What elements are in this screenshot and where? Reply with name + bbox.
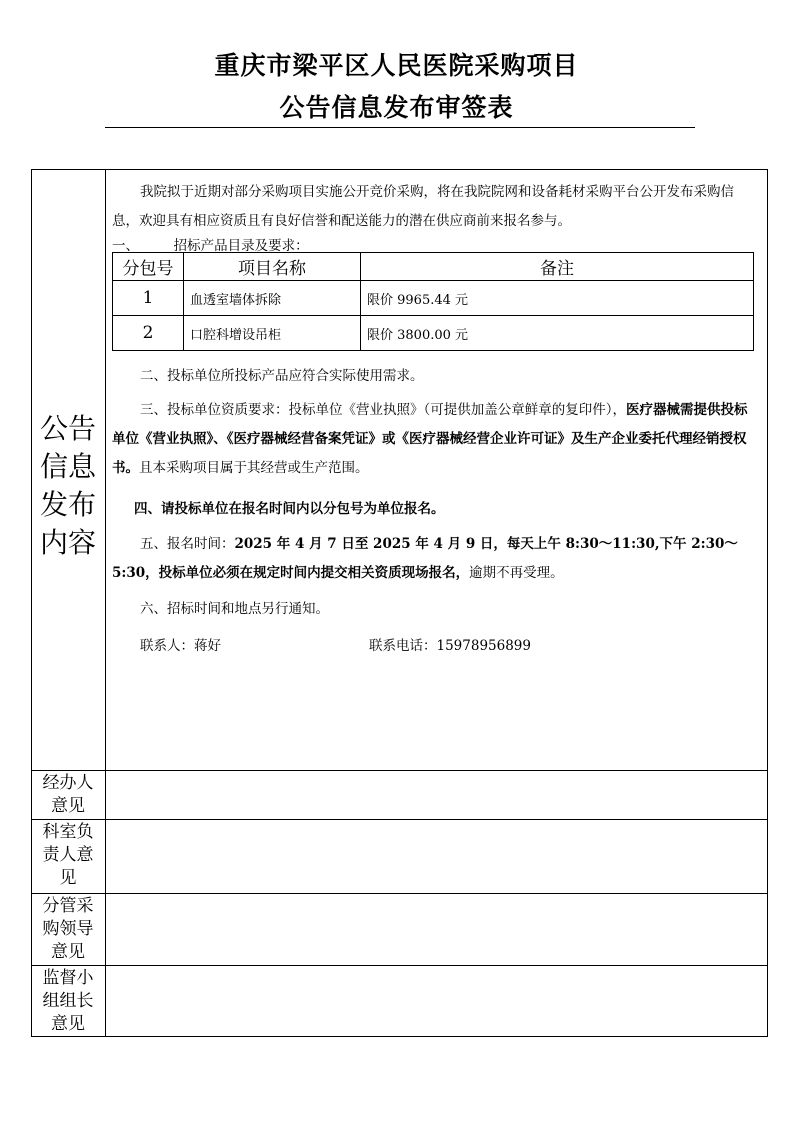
label-supervision-leader-opinion: 监督小 组组长 意见: [42, 968, 94, 1034]
items-table: [112, 252, 754, 351]
item3-paragraph: 三、投标单位资质要求：投标单位《营业执照》（可提供加盖公章鲜章的复印件），医疗器械需提供投标单位《营业执照》、《医疗器械经营备案凭证》或《医疗器械经营企业许可证》及生产企业委托代理经销授权书。且本采购项目属于其经营或生产范围。: [112, 402, 748, 476]
row-divider-2: [31, 819, 768, 820]
label-department-head-opinion: 科室负 责人意 见: [42, 822, 94, 888]
item1-heading: 一、 招标产品目录及要求：: [112, 238, 309, 254]
item4-paragraph: 四、请投标单位在报名时间内以分包号为单位报名。: [134, 501, 445, 517]
header-remark: 备注: [361, 253, 754, 281]
table-header-row: [113, 253, 754, 281]
contact-phone: 联系电话：15978956899: [369, 638, 531, 654]
item5-paragraph: 五、报名时间：2025 年 4 月 7 日至 2025 年 4 月 9 日，每天上午 8:30～11:30,下午 2:30～5:30，投标单位必须在规定时间内提交相关资质现场报名，逾期不再受理。: [112, 536, 738, 581]
table-row: 2 口腔科增设吊柜 限价 3800.00 元: [113, 316, 754, 351]
item6-paragraph: 六、招标时间和地点另行通知。: [140, 601, 329, 617]
contact-person: 联系人：蒋好: [140, 638, 221, 654]
header-package: 分包号: [113, 253, 184, 281]
label-procurement-leader-opinion: 分管采 购领导 意见: [42, 896, 94, 962]
column-divider: [105, 169, 106, 1037]
label-handler-opinion: 经办人 意见: [42, 773, 94, 816]
title-underline: [105, 127, 695, 128]
row-divider-3: [31, 893, 768, 894]
section-label-announcement: 公告 信息 发布 内容: [39, 412, 96, 559]
document-title-line2: 公告信息发布审签表: [279, 93, 514, 122]
row-divider-4: [31, 965, 768, 966]
header-project-name: 项目名称: [184, 253, 361, 281]
table-row: 1 血透室墙体拆除 限价 9965.44 元: [113, 281, 754, 316]
intro-paragraph: 我院拟于近期对部分采购项目实施公开竞价采购，将在我院院网和设备耗材采购平台公开发布采购信息，欢迎具有相应资质且有良好信誉和配送能力的潜在供应商前来报名参与。: [112, 184, 734, 229]
row-divider-1: [31, 770, 768, 771]
document-title-line1: 重庆市梁平区人民医院采购项目: [214, 51, 579, 80]
item2-paragraph: 二、投标单位所投标产品应符合实际使用需求。: [140, 368, 424, 384]
